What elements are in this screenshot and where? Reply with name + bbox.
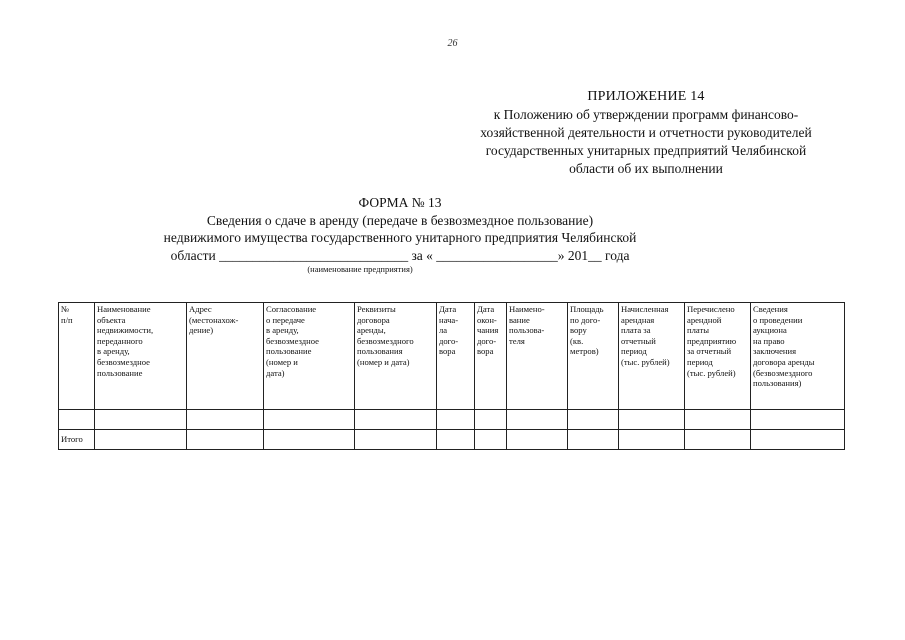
table-cell <box>507 430 568 450</box>
column-header: Площадь по дого- вору (кв. метров) <box>568 303 619 410</box>
table-cell <box>95 430 187 450</box>
table-cell <box>568 430 619 450</box>
report-table <box>58 302 845 450</box>
column-header: Согласование о передаче в аренду, безвозмездное пользование (номер и дата) <box>264 303 355 410</box>
table-cell <box>95 410 187 430</box>
form-number: ФОРМА № 13 <box>358 195 442 210</box>
column-header: Наимено- вание пользова- теля <box>507 303 568 410</box>
total-label: Итого <box>59 430 95 450</box>
column-header: Начисленная арендная плата за отчетный период (тыс. рублей) <box>619 303 685 410</box>
total-row <box>59 430 845 450</box>
table-cell <box>475 430 507 450</box>
column-header: Дата нача- ла дого- вора <box>437 303 475 410</box>
table-cell <box>685 410 751 430</box>
column-header: № п/п <box>59 303 95 410</box>
table-cell <box>568 410 619 430</box>
form-title-block <box>150 194 650 274</box>
enterprise-caption: (наименование предприятия) <box>307 264 413 274</box>
appendix-line: к Положению об утверждении программ финансово- <box>493 107 799 122</box>
column-header: Сведения о проведении аукциона на право заключения договора аренды (безвозмездного пользования) <box>751 303 845 410</box>
table-cell <box>751 430 845 450</box>
appendix-title: ПРИЛОЖЕНИЕ 14 <box>587 89 705 104</box>
table-cell <box>619 430 685 450</box>
form-title-line: области ____________________________ за « __________________» 201__ года <box>170 247 630 263</box>
header-row <box>59 303 845 410</box>
appendix-header <box>440 88 852 178</box>
table-cell <box>355 410 437 430</box>
table-row <box>59 410 845 430</box>
form-title-line: недвижимого имущества государственного унитарного предприятия Челябинской <box>163 230 637 245</box>
table-cell <box>751 410 845 430</box>
column-header: Дата окон- чания дого- вора <box>475 303 507 410</box>
table-cell <box>685 430 751 450</box>
column-header: Перечислено арендной платы предприятию за отчетный период (тыс. рублей) <box>685 303 751 410</box>
table-cell <box>264 410 355 430</box>
table-cell <box>437 430 475 450</box>
table-cell <box>475 410 507 430</box>
column-header: Наименование объекта недвижимости, переданного в аренду, безвозмездное пользование <box>95 303 187 410</box>
appendix-line: хозяйственной деятельности и отчетности руководителей <box>480 125 812 140</box>
table-cell <box>507 410 568 430</box>
table-cell <box>187 410 264 430</box>
page-number: 26 <box>447 38 458 49</box>
column-header: Адрес (местонахож- дение) <box>187 303 264 410</box>
table-cell <box>187 430 264 450</box>
column-header: Реквизиты договора аренды, безвозмездного пользования (номер и дата) <box>355 303 437 410</box>
table-cell <box>59 410 95 430</box>
table-cell <box>619 410 685 430</box>
table-cell <box>264 430 355 450</box>
appendix-line: области об их выполнении <box>569 161 723 176</box>
appendix-line: государственных унитарных предприятий Челябинской <box>485 143 807 158</box>
table-cell <box>355 430 437 450</box>
form-title-line: Сведения о сдаче в аренду (передаче в безвозмездное пользование) <box>206 212 594 228</box>
table-cell <box>437 410 475 430</box>
